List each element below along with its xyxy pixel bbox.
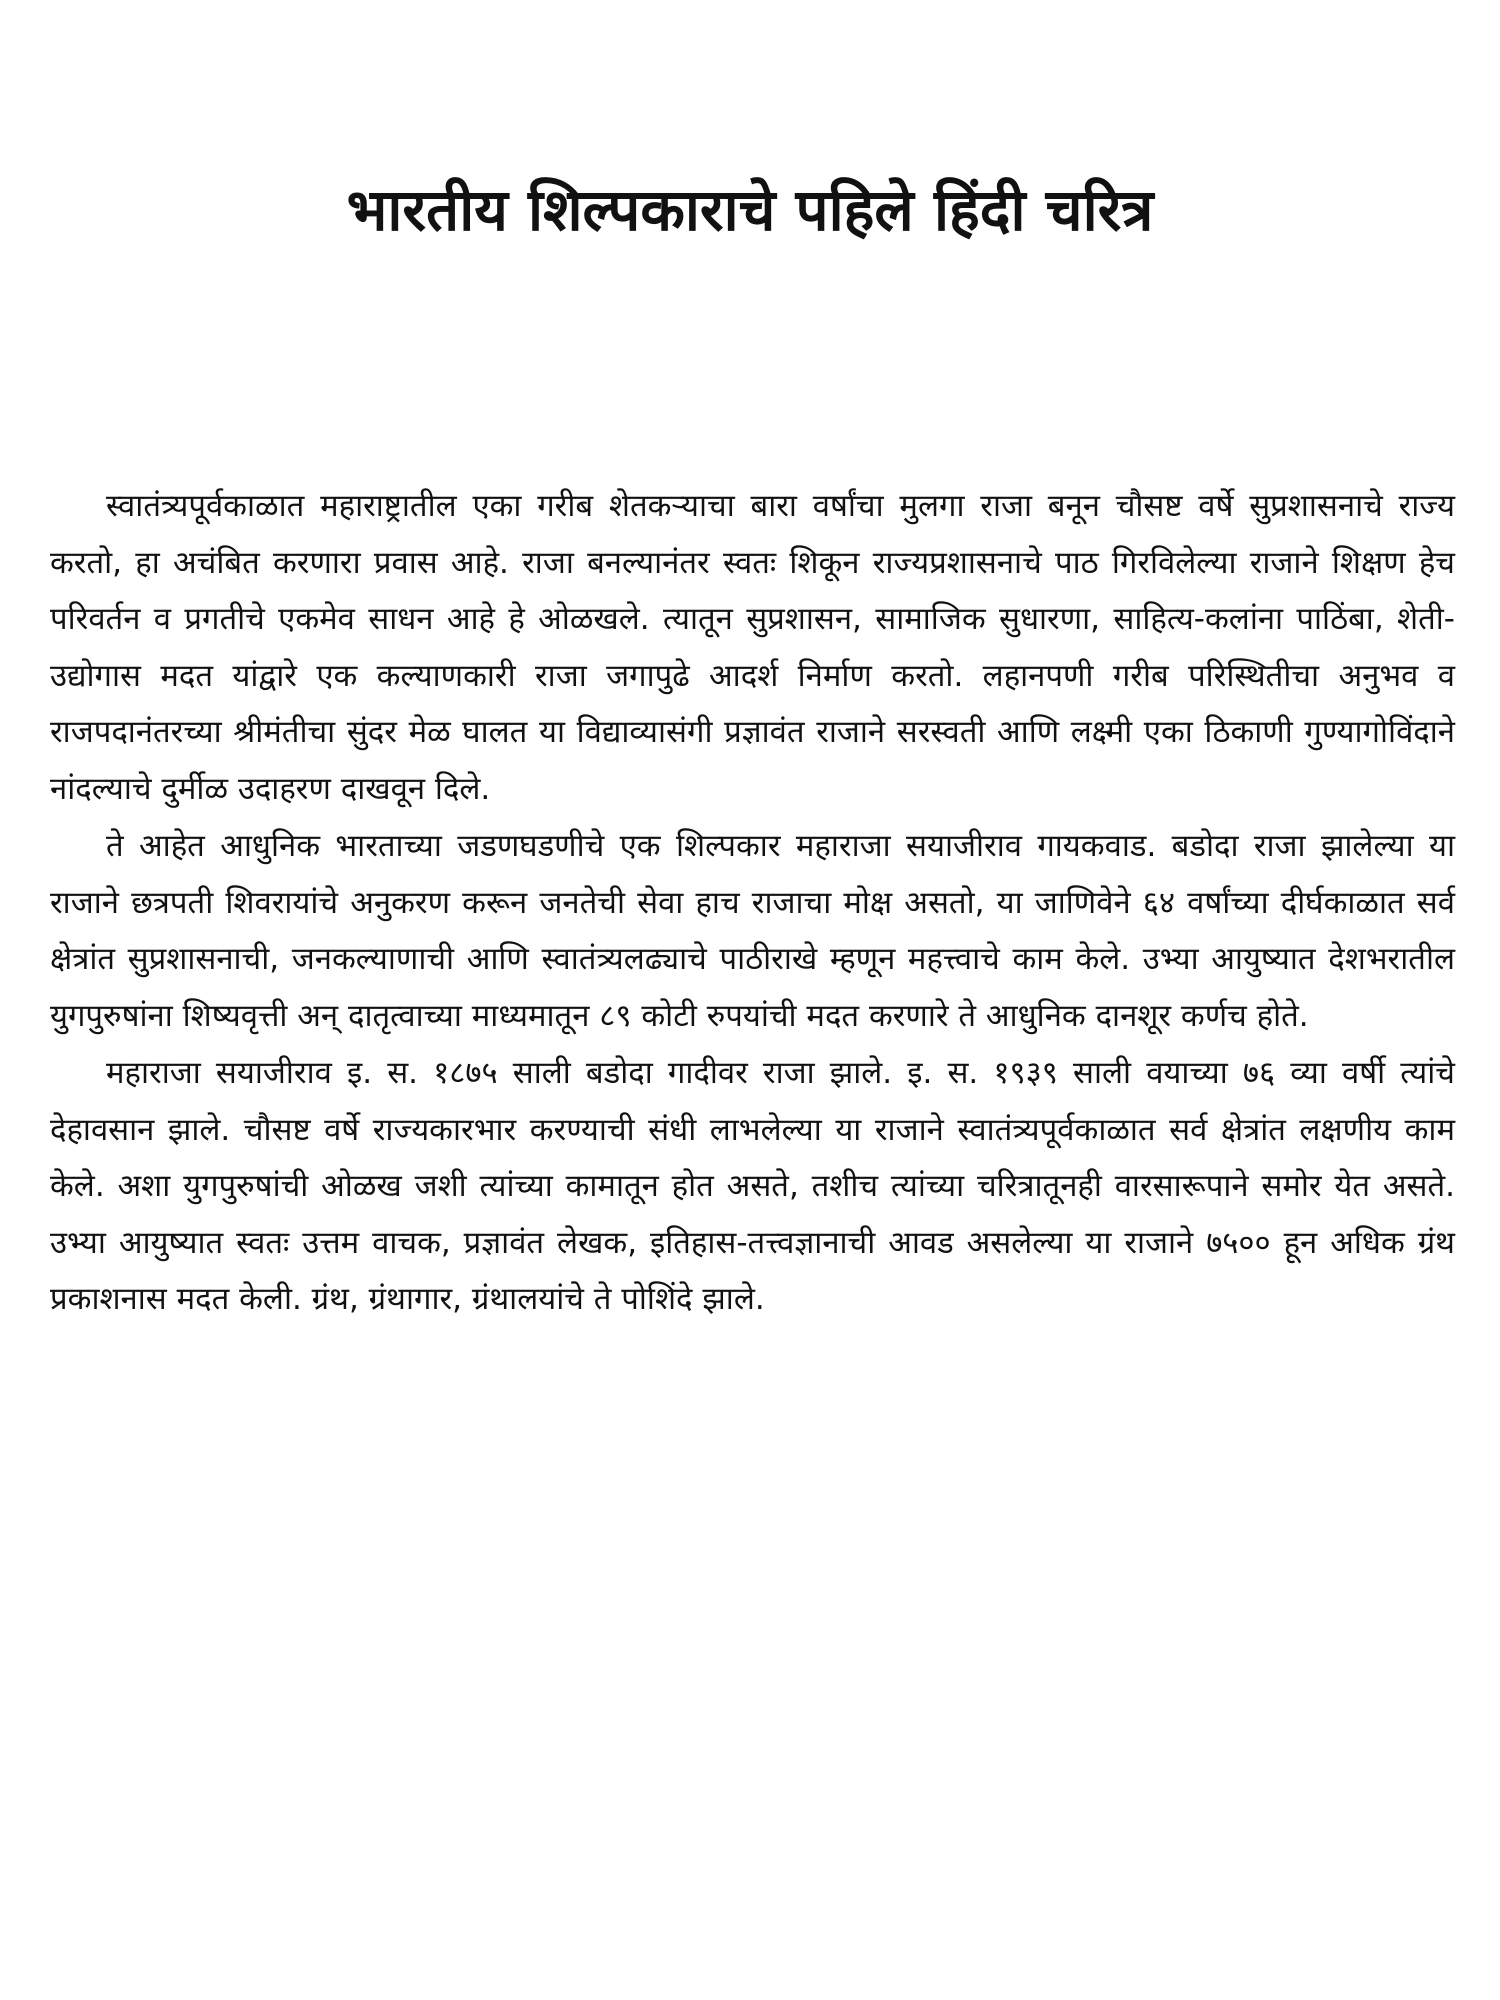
paragraph-2: ते आहेत आधुनिक भारताच्या जडणघडणीचे एक शिल्पकार महाराजा सयाजीराव गायकवाड. बडोदा राजा झालेल्या या राजाने छत्रपती शिवरायांचे अनुकरण करून जनतेची सेवा हाच राजाचा मोक्ष असतो, या जाणिवेने ६४ वर्षांच्या दीर्घकाळात सर्व क्षेत्रांत सुप्रशासनाची, जनकल्याणाची आणि स्वातंत्र्यलढ्याचे पाठीराखे म्हणून महत्त्वाचे काम केले. उभ्या आयुष्यात देशभरातील युगपुरुषांना शिष्यवृत्ती अन् दातृत्वाच्या माध्यमातून ८९ कोटी रुपयांची मदत करणारे ते आधुनिक दानशूर कर्णच होते. bbox=[50, 828, 1455, 1034]
paragraph-1: स्वातंत्र्यपूर्वकाळात महाराष्ट्रातील एका गरीब शेतकऱ्याचा बारा वर्षांचा मुलगा राजा बनून चौसष्ट वर्षे सुप्रशासनाचे राज्य करतो, हा अचंबित करणारा प्रवास आहे. राजा बनल्यानंतर स्वतः शिकून राज्यप्रशासनाचे पाठ गिरविलेल्या राजाने शिक्षण हेच परिवर्तन व प्रगतीचे एकमेव साधन आहे हे ओळखले. त्यातून सुप्रशासन, सामाजिक सुधारणा, साहित्य-कलांना पाठिंबा, शेती-उद्योगास मदत यांद्वारे एक कल्याणकारी राजा जगापुढे आदर्श निर्माण करतो. लहानपणी गरीब परिस्थितीचा अनुभव व राजपदानंतरच्या श्रीमंतीचा सुंदर मेळ घालत या विद्याव्यासंगी प्रज्ञावंत राजाने सरस्वती आणि लक्ष्मी एका ठिकाणी गुण्यागोविंदाने नांदल्याचे दुर्मीळ उदाहरण दाखवून दिले. bbox=[50, 488, 1455, 807]
page-title: भारतीय शिल्पकाराचे पहिले हिंदी चरित्र bbox=[346, 176, 1154, 244]
body-text bbox=[50, 478, 1455, 1328]
paragraph-3: महाराजा सयाजीराव इ. स. १८७५ साली बडोदा गादीवर राजा झाले. इ. स. १९३९ साली वयाच्या ७६ व्या वर्षी त्यांचे देहावसान झाले. चौसष्ट वर्षे राज्यकारभार करण्याची संधी लाभलेल्या या राजाने स्वातंत्र्यपूर्वकाळात सर्व क्षेत्रांत लक्षणीय काम केले. अशा युगपुरुषांची ओळख जशी त्यांच्या कामातून होत असते, तशीच त्यांच्या चरित्रातूनही वारसारूपाने समोर येत असते. उभ्या आयुष्यात स्वतः उत्तम वाचक, प्रज्ञावंत लेखक, इतिहास-तत्त्वज्ञानाची आवड असलेल्या या राजाने ७५०० हून अधिक ग्रंथ प्रकाशनास मदत केली. ग्रंथ, ग्रंथागार, ग्रंथालयांचे ते पोशिंदे झाले. bbox=[50, 1055, 1455, 1317]
